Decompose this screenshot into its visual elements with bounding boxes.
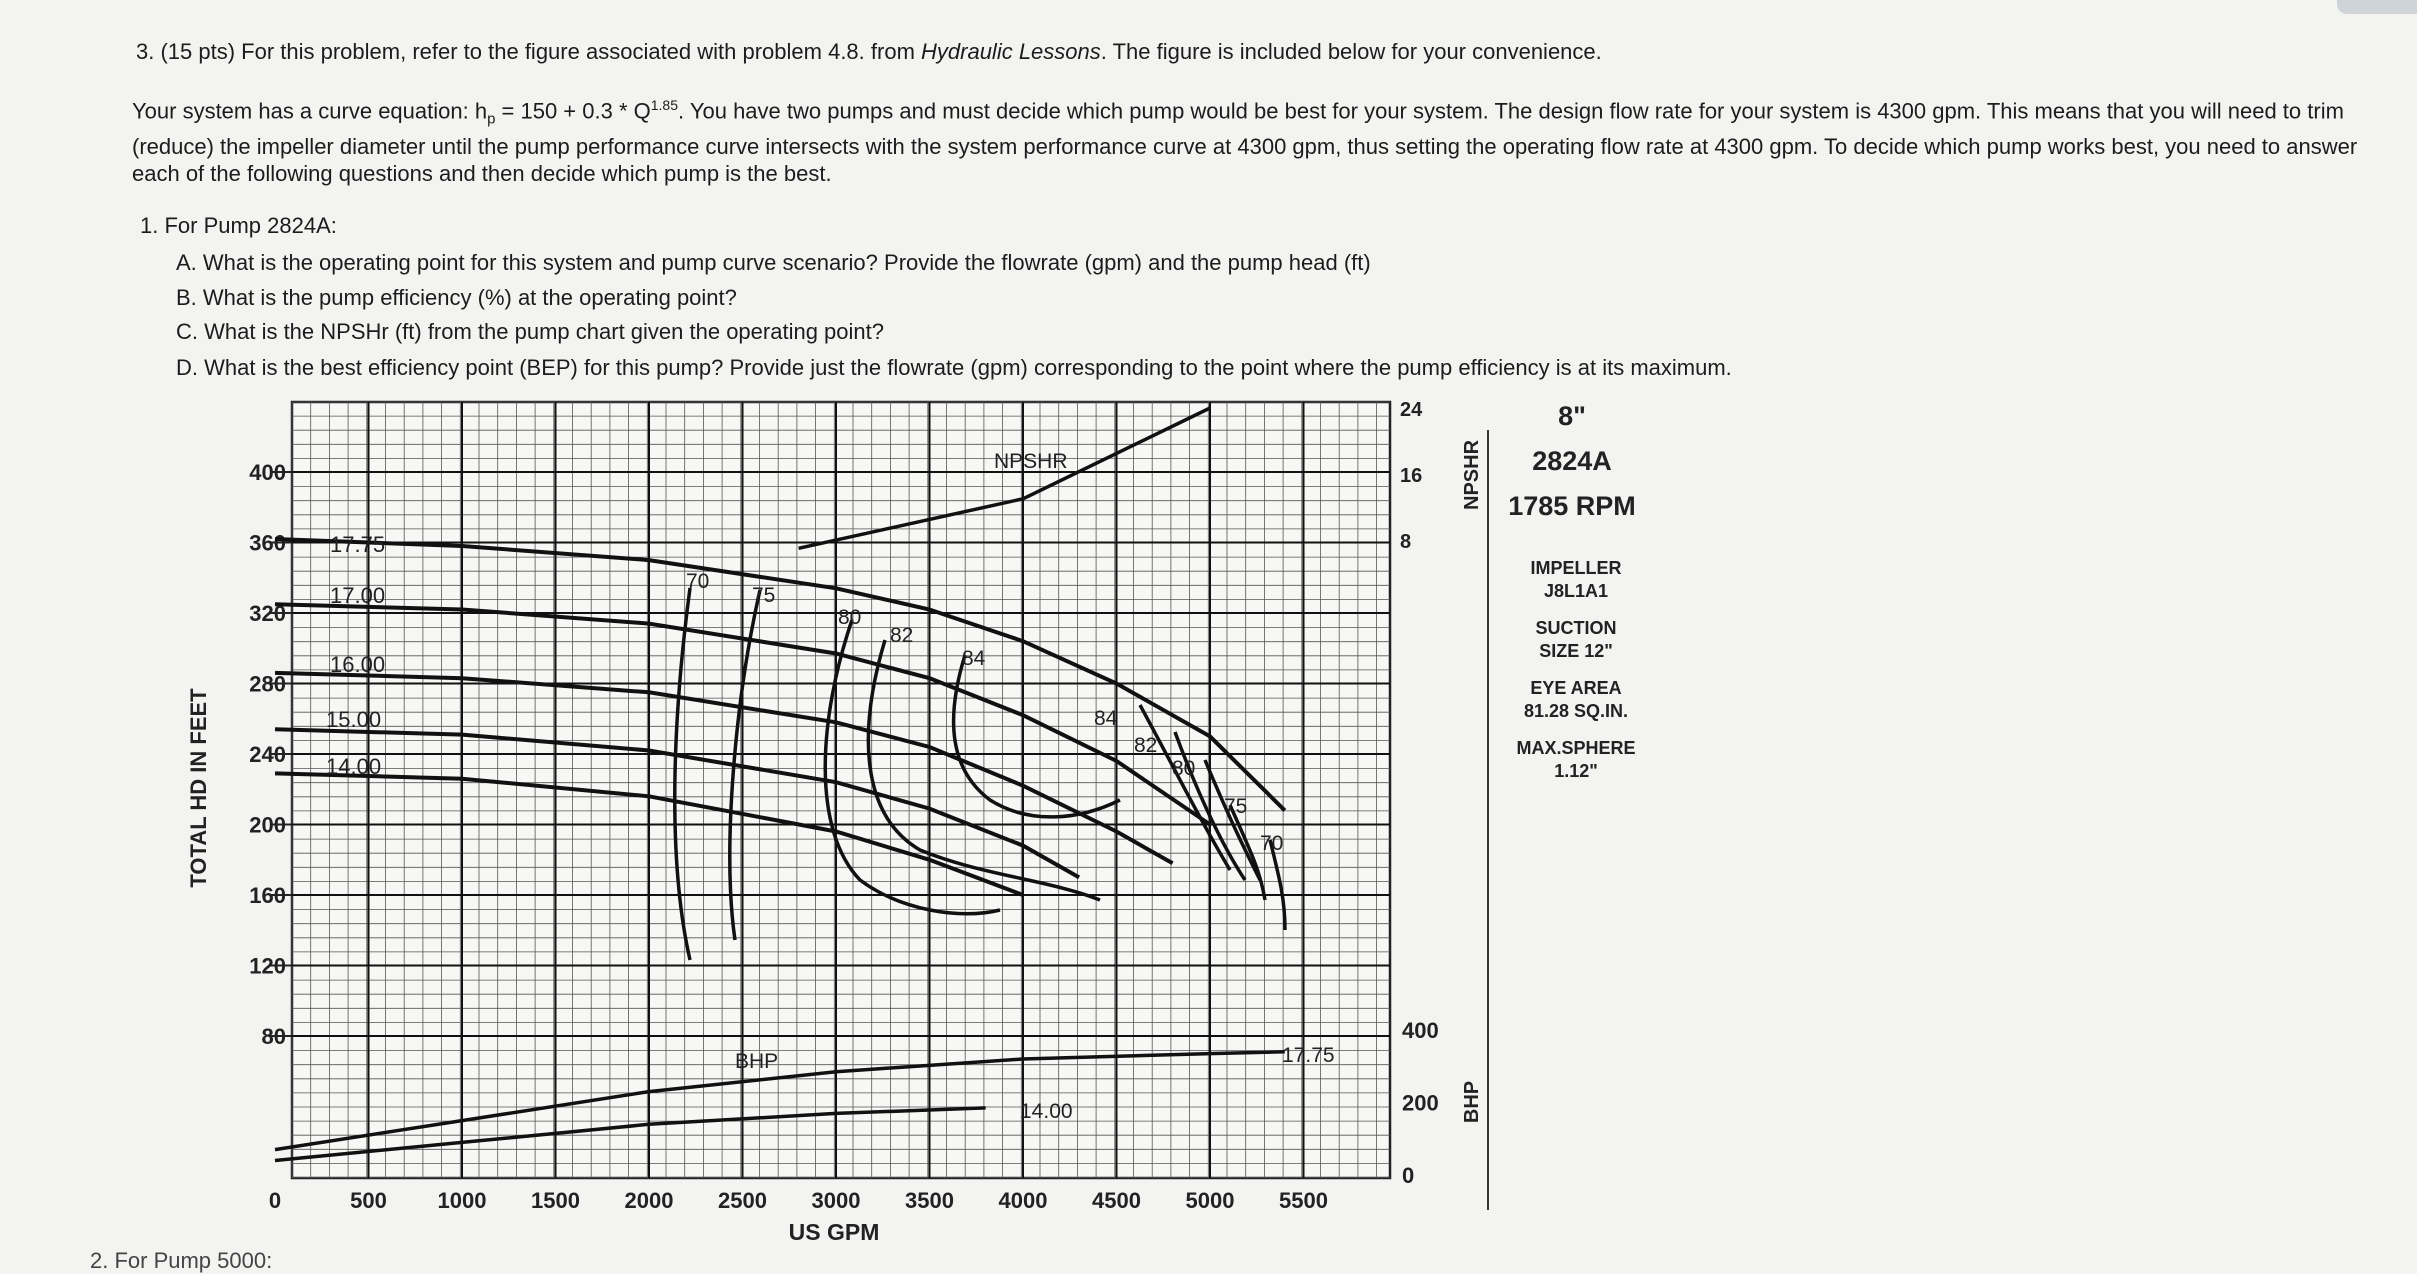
x-tick-label: 3500	[905, 1188, 954, 1213]
pump-info-eye-1: EYE AREA	[1530, 678, 1622, 698]
question-b: B. What is the pump efficiency (%) at the operating point?	[176, 285, 737, 310]
bhp-diameter-label: 17.75	[1282, 1044, 1335, 1067]
efficiency-label: 84	[962, 647, 986, 670]
impeller-diameter-label: 15.00	[326, 707, 382, 732]
y-tick-label: 160	[249, 883, 286, 908]
efficiency-label: 84	[1094, 707, 1118, 730]
npshr-curve-label: NPSHR	[994, 450, 1068, 473]
npshr-tick-label: 16	[1400, 465, 1423, 487]
x-tick-label: 5500	[1279, 1188, 1328, 1213]
y-tick-label: 360	[249, 530, 286, 556]
bhp-axis-label: BHP	[1461, 1080, 1483, 1124]
pump-info-impeller-1: IMPELLER	[1530, 558, 1622, 578]
question-c: C. What is the NPSHr (ft) from the pump chart given the operating point?	[176, 319, 884, 344]
npshr-axis-label: NPSHR	[1461, 439, 1483, 511]
problem-paragraph: Your system has a curve equation: $h_p = 150 + 0.3 * Q^{1.85}$. You have two pumps and must decide which pump would be best for your system. The design flow rate for your system is 4300 gpm. This means that you will need to trim (reduce) the impeller diameter until the pump performance curve intersects with the system performance curve at 4300 gpm, thus setting the operating flow rate at 4300 gpm. To decide which pump works best, you need to answer each of the following questions and then decide which pump is the best.	[132, 97, 2358, 186]
pump-info-eye-2: 81.28 SQ.IN.	[1523, 701, 1629, 721]
x-tick-label: 4000	[998, 1188, 1048, 1213]
question-d: D. What is the best efficiency point (BEP) for this pump? Provide just the flowrate (gpm) corresponding to the point where the pump efficiency is at its maximum.	[176, 355, 1732, 380]
plot-area	[292, 402, 1390, 1178]
y-tick-label: 80	[261, 1024, 286, 1049]
y-tick-label: 280	[249, 671, 286, 697]
pump-subheading: 1. For Pump 2824A:	[140, 213, 337, 238]
x-tick-label: 1500	[531, 1188, 580, 1213]
x-tick-label: 3000	[811, 1188, 861, 1213]
pump-info-suction-2: SIZE 12"	[1539, 641, 1613, 661]
efficiency-label: 80	[838, 606, 862, 629]
impeller-diameter-label: 16.00	[330, 652, 386, 677]
pump-info-impeller-2: J8L1A1	[1543, 581, 1609, 601]
problem-heading: 3. (15 pts) For this problem, refer to the figure associated with problem 4.8. from Hydraulic Lessons. The figure is included below for your convenience.	[136, 39, 1602, 64]
efficiency-label: 82	[890, 624, 914, 647]
efficiency-label: 82	[1134, 734, 1158, 757]
x-tick-label: 1000	[437, 1188, 487, 1213]
x-axis-label: US GPM	[788, 1219, 880, 1245]
npshr-tick-label: 24	[1400, 399, 1423, 421]
y-tick-label: 200	[249, 812, 286, 838]
efficiency-label: 70	[1260, 832, 1284, 855]
efficiency-label: 75	[1224, 795, 1248, 818]
y-tick-label: 320	[249, 601, 286, 626]
bhp-curve-label: BHP	[735, 1050, 779, 1073]
x-tick-label: 0	[268, 1188, 282, 1213]
pump-info-sphere-1: MAX.SPHERE	[1516, 738, 1636, 758]
bhp-tick-label: 400	[1402, 1018, 1439, 1043]
question-a: A. What is the operating point for this system and pump curve scenario? Provide the flowrate (gpm) and the pump head (ft)	[176, 250, 1371, 275]
bhp-tick-label: 0	[1402, 1163, 1415, 1188]
efficiency-label: 80	[1172, 757, 1196, 780]
pump-info-size: 8"	[1558, 401, 1586, 431]
next-problem-cut: 2. For Pump 5000:	[90, 1248, 273, 1273]
y-axis-label: TOTAL HD IN FEET	[186, 688, 211, 888]
efficiency-label: 75	[752, 584, 776, 607]
impeller-diameter-label: 17.00	[330, 583, 386, 608]
pump-info-rpm: 1785 RPM	[1508, 491, 1636, 521]
y-tick-label: 400	[249, 460, 286, 485]
impeller-diameter-label: 17.75	[330, 532, 386, 557]
impeller-diameter-label: 14.00	[326, 754, 382, 779]
pump-info-suction-1: SUCTION	[1535, 618, 1617, 638]
x-tick-label: 4500	[1092, 1188, 1141, 1213]
x-tick-label: 2500	[718, 1188, 767, 1213]
npshr-tick-label: 8	[1400, 531, 1412, 553]
x-tick-label: 500	[350, 1188, 387, 1213]
y-tick-label: 240	[249, 742, 286, 767]
x-tick-label: 2000	[624, 1188, 674, 1213]
pump-info-model: 2824A	[1532, 446, 1612, 476]
bhp-diameter-label: 14.00	[1020, 1100, 1073, 1123]
bhp-tick-label: 200	[1402, 1090, 1439, 1116]
y-tick-label: 120	[249, 953, 286, 979]
efficiency-label: 70	[686, 570, 710, 593]
x-tick-label: 5000	[1185, 1188, 1235, 1213]
pump-info-sphere-2: 1.12"	[1554, 761, 1598, 781]
